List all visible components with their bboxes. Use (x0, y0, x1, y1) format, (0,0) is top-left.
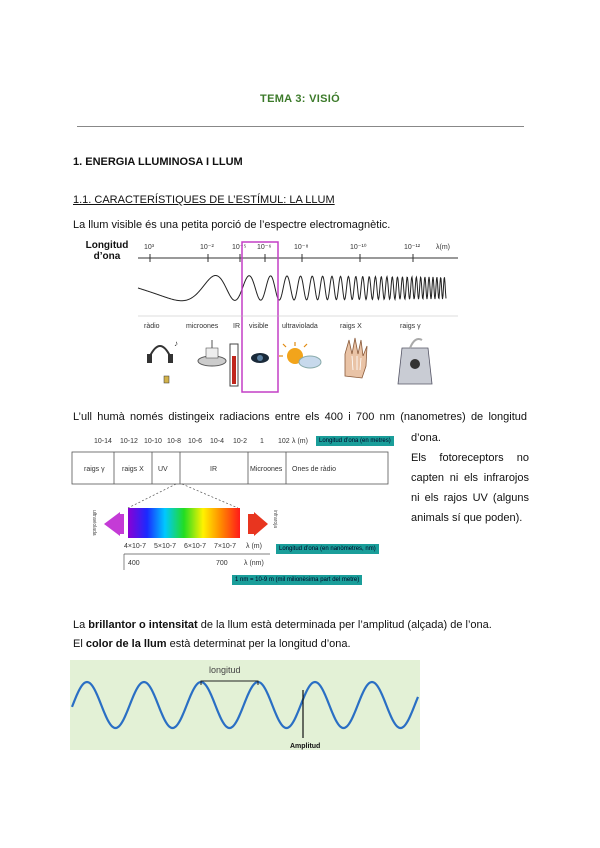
tick-label: 10-2 (233, 438, 248, 445)
top-tick-labels (94, 438, 308, 445)
uv-arrow (104, 512, 122, 536)
wave-figure (70, 660, 420, 750)
tag-wavelength-nm: Longitud d’ona (en nanòmetres, nm) (276, 544, 379, 554)
eye-icon (251, 353, 269, 363)
ir-arrow (254, 512, 268, 536)
unit-label: λ(m) (436, 244, 450, 251)
tick-label: 10-12 (120, 438, 138, 445)
para3-line1 (73, 618, 492, 632)
tag-wavelength-meters: Longitud d’ona (en metres) (316, 436, 394, 446)
tick-label: 10⁻² (200, 244, 214, 251)
tick-label: 10-10 (144, 438, 162, 445)
tick-label: 10-6 (188, 438, 203, 445)
text: La (73, 619, 89, 631)
title-divider (77, 126, 524, 127)
tick-label: 6×10-7 (184, 543, 206, 550)
tick-label: 1 (260, 438, 264, 445)
tick-label: 10⁻⁸ (294, 244, 309, 251)
para3-line2 (73, 637, 351, 651)
ir-arrow-label: infraroja (272, 510, 278, 529)
intro-paragraph: La llum visible és una petita porció de l’espectre electromagnètic. (73, 219, 391, 231)
band-label: ultraviolada (282, 323, 318, 330)
page-title: TEMA 3: VISIÓ (260, 93, 340, 105)
band-label: ràdio (144, 323, 160, 330)
tick-label: 10⁻⁵ (232, 244, 247, 251)
svg-text:♪: ♪ (174, 339, 178, 348)
band-label: Ones de ràdio (292, 466, 336, 473)
band-label: raigs X (122, 466, 144, 473)
para2-side-line: ni els rajos UV (alguns (411, 492, 529, 504)
band-label: raigs X (340, 323, 362, 330)
tick-label: 10-14 (94, 438, 112, 445)
para2-side-text (411, 428, 529, 528)
unit-label: λ (m) (246, 543, 262, 550)
para2-side-line: capten ni els infrarojos (411, 472, 529, 484)
band-label: IR (210, 466, 217, 473)
tick-label: 10-8 (167, 438, 182, 445)
section-heading-1: 1. ENERGIA LLUMINOSA I LLUM (73, 156, 243, 168)
para2-side-line: Els fotoreceptors no (411, 452, 529, 464)
tick-label: 10⁻¹² (404, 244, 421, 251)
band-labels (84, 466, 336, 473)
spectrum-figure (130, 236, 470, 396)
nm-low-label: 400 (128, 560, 140, 567)
para2-side-line: d’ona. (411, 432, 441, 444)
text: està determinat per la longitud d’ona. (166, 638, 351, 650)
band-label: UV (158, 466, 168, 473)
figure1-axis-title (77, 240, 137, 262)
section-heading-1-1: 1.1. CARACTERÍSTIQUES DE L’ESTÍMUL: LA LLUM (73, 194, 335, 206)
band-label: raigs γ (84, 466, 105, 473)
tick-label: 10⁻¹⁰ (350, 244, 367, 251)
axis-title-line2: d’ona (93, 251, 121, 262)
thermometer-icon (230, 344, 238, 386)
ir-arrow-body (248, 514, 254, 534)
nm-unit-label: λ (nm) (244, 560, 264, 567)
zoom-lines (128, 484, 238, 508)
visible-band-highlight (242, 242, 278, 392)
unit-label: λ (m) (292, 438, 308, 445)
axis-title-line1: Longitud (85, 240, 129, 251)
uv-arrow-body (120, 514, 124, 534)
uv-arrow-label: ultraviolada (91, 510, 97, 536)
tick-label: 4×10-7 (124, 543, 146, 550)
band-boxes (72, 452, 388, 484)
tick-label: 10⁻⁶ (257, 244, 272, 251)
tick-label: 102 (278, 438, 290, 445)
tick-label: 10-4 (210, 438, 225, 445)
satellite-dish-icon (198, 340, 226, 366)
em-wave (138, 276, 446, 301)
bold-term: color de la llum (85, 638, 167, 650)
visible-spectrum-gradient (128, 508, 240, 538)
text: de la llum està determinada per l’amplitud (alçada) de l’ona. (197, 619, 492, 631)
nm-high-label: 700 (216, 560, 228, 567)
band-labels (144, 323, 421, 330)
band-label: IR (233, 323, 240, 330)
band-label: Microones (250, 466, 283, 473)
band-label: raigs γ (400, 323, 421, 330)
para2-line1: L’ull humà només distingeix radiacions entre els 400 i 700 nm (nanometres) de longitud (73, 411, 527, 423)
para2-side-line: animals sí que poden). (411, 512, 523, 524)
spectrum-tick-labels (144, 243, 450, 251)
sun-cloud-icon (279, 342, 321, 368)
bold-term: brillantor o intensitat (88, 619, 198, 631)
tick-label: 10³ (144, 244, 155, 251)
nm-tick-labels (124, 543, 262, 550)
tag-nm-definition: 1 nm = 10-9 m (mil milionèsima part del metre) (232, 575, 362, 585)
tick-label: 7×10-7 (214, 543, 236, 550)
headphones-icon (147, 339, 178, 383)
wave-background (70, 660, 420, 750)
band-label: visible (249, 323, 269, 330)
visible-spectrum-figure (70, 428, 410, 588)
text: El (73, 638, 86, 650)
nuclear-plant-icon (398, 339, 432, 384)
wavelength-label: longitud (209, 665, 241, 675)
band-label: microones (186, 323, 219, 330)
amplitude-label: Amplitud (290, 743, 321, 750)
xray-hand-icon (345, 338, 367, 378)
tick-label: 5×10-7 (154, 543, 176, 550)
